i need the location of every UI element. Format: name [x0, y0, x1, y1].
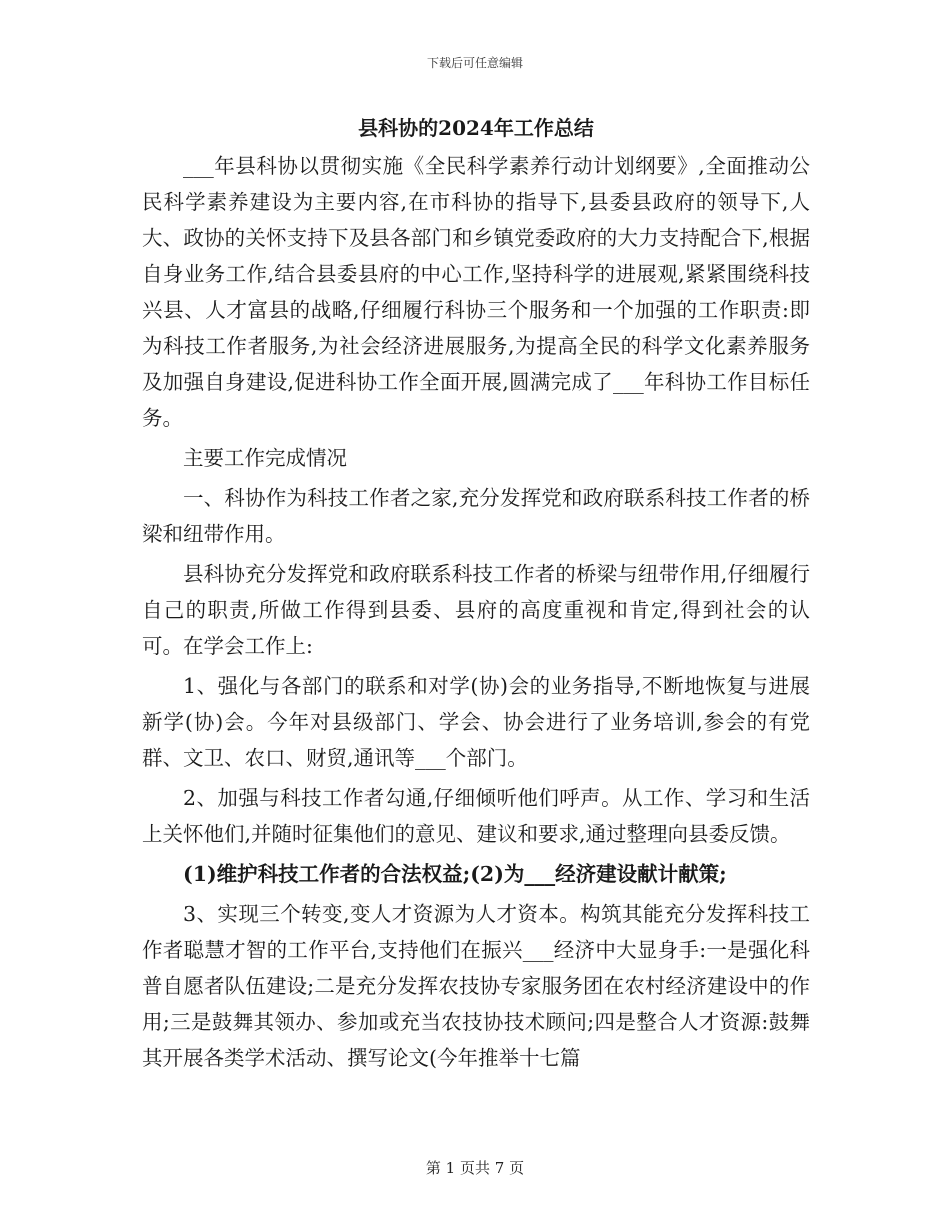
paragraph-point-one: 一、科协作为科技工作者之家,充分发挥党和政府联系科技工作者的桥梁和纽带作用。 — [142, 486, 810, 546]
paragraph-section-heading: 主要工作完成情况 — [183, 446, 347, 470]
paragraph-item-2: 2、加强与科技工作者勾通,仔细倾听他们呼声。从工作、学习和生活上关怀他们,并随时征集他们的意见、建议和要求,通过整理向县委反馈。 — [142, 786, 810, 846]
paragraph-intro: ___年县科协以贯彻实施《全民科学素养行动计划纲要》,全面推动公民科学素养建设为主要内容,在市科协的指导下,县委县政府的领导下,人大、政协的关怀支持下及县各部门和乡镇党委政府的大力支持配合下,根据自身业务工作,结合县委县府的中心工作,坚持科学的进展观,紧紧围绕科技兴县、人才富县的战略,仔细履行科协三个服务和一个加强的工作职责:即为科技工作者服务,为社会经济进展服务,为提高全民的科学文化素养服务及加强自身建设,促进科协工作全面开展,圆满完成了___年科协工作目标任务。 — [142, 154, 810, 430]
paragraph-bold-subitems: (1)维护科技工作者的合法权益;(2)为___经济建设献计献策; — [183, 862, 727, 886]
document-body — [142, 112, 810, 1080]
page-number: 第 1 页共 7 页 — [425, 1159, 525, 1177]
paragraph-bridge-role: 县科协充分发挥党和政府联系科技工作者的桥梁与纽带作用,仔细履行自己的职责,所做工作得到县委、县府的高度重视和肯定,得到社会的认可。在学会工作上: — [142, 562, 810, 658]
header-note: 下载后可任意编辑 — [426, 56, 523, 70]
paragraph-item-1: 1、强化与各部门的联系和对学(协)会的业务指导,不断地恢复与进展新学(协)会。今年对县级部门、学会、协会进行了业务培训,参会的有党群、文卫、农口、财贸,通讯等___个部门。 — [142, 674, 810, 770]
document-title: 县科协的2024年工作总结 — [358, 116, 594, 140]
paragraph-item-3: 3、实现三个转变,变人才资源为人才资本。构筑其能充分发挥科技工作者聪慧才智的工作平台,支持他们在振兴___经济中大显身手:一是强化科普自愿者队伍建设;二是充分发挥农技协专家服务团在农村经济建设中的作用;三是鼓舞其领办、参加或充当农技协技术顾问;四是整合人才资源:鼓舞其开展各类学术活动、撰写论文(今年推举十七篇 — [142, 902, 810, 1070]
